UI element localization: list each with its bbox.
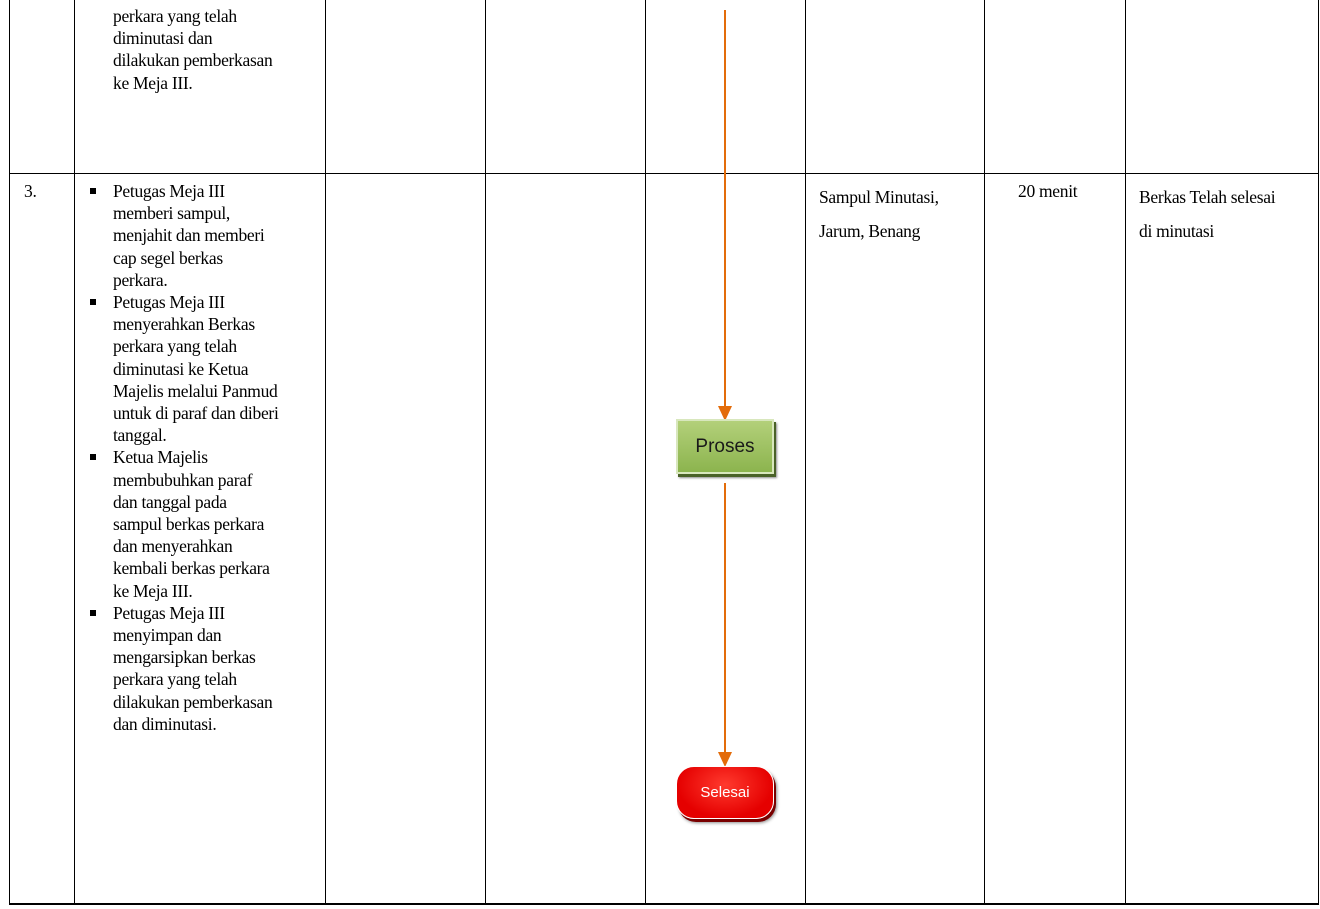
process-label: Proses (695, 435, 755, 457)
result-cell: Berkas Telah selesai di minutasi (1139, 187, 1276, 241)
tools-cell: Sampul Minutasi, Jarum, Benang (819, 187, 939, 241)
process-box (676, 419, 774, 474)
row-number: 3. (24, 181, 37, 201)
end-label: Selesai (700, 784, 750, 801)
arrowhead-icon (718, 752, 732, 767)
duration-cell: 20 menit (1018, 181, 1078, 201)
activity-text: Ketua Majelis membubuhkan paraf dan tanggal pada sampul berkas perkara dan menyerahkan kembali berkas perkara ke Meja III. (113, 447, 270, 601)
end-terminator (676, 766, 774, 819)
activity-text: Petugas Meja III memberi sampul, menjahit dan memberi cap segel berkas perkara. (113, 181, 265, 290)
activity-text: Petugas Meja III menyimpan dan mengarsipkan berkas perkara yang telah dilakukan pemberkasan dan diminutasi. (113, 602, 273, 734)
previous-row-activity-text: perkara yang telah diminutasi dan dilakukan pemberkasan ke Meja III. (113, 6, 273, 93)
activity-text: Petugas Meja III menyerahkan Berkas perkara yang telah diminutasi ke Ketua Majelis melalui Panmud untuk di paraf dan diberi tanggal. (113, 292, 279, 446)
